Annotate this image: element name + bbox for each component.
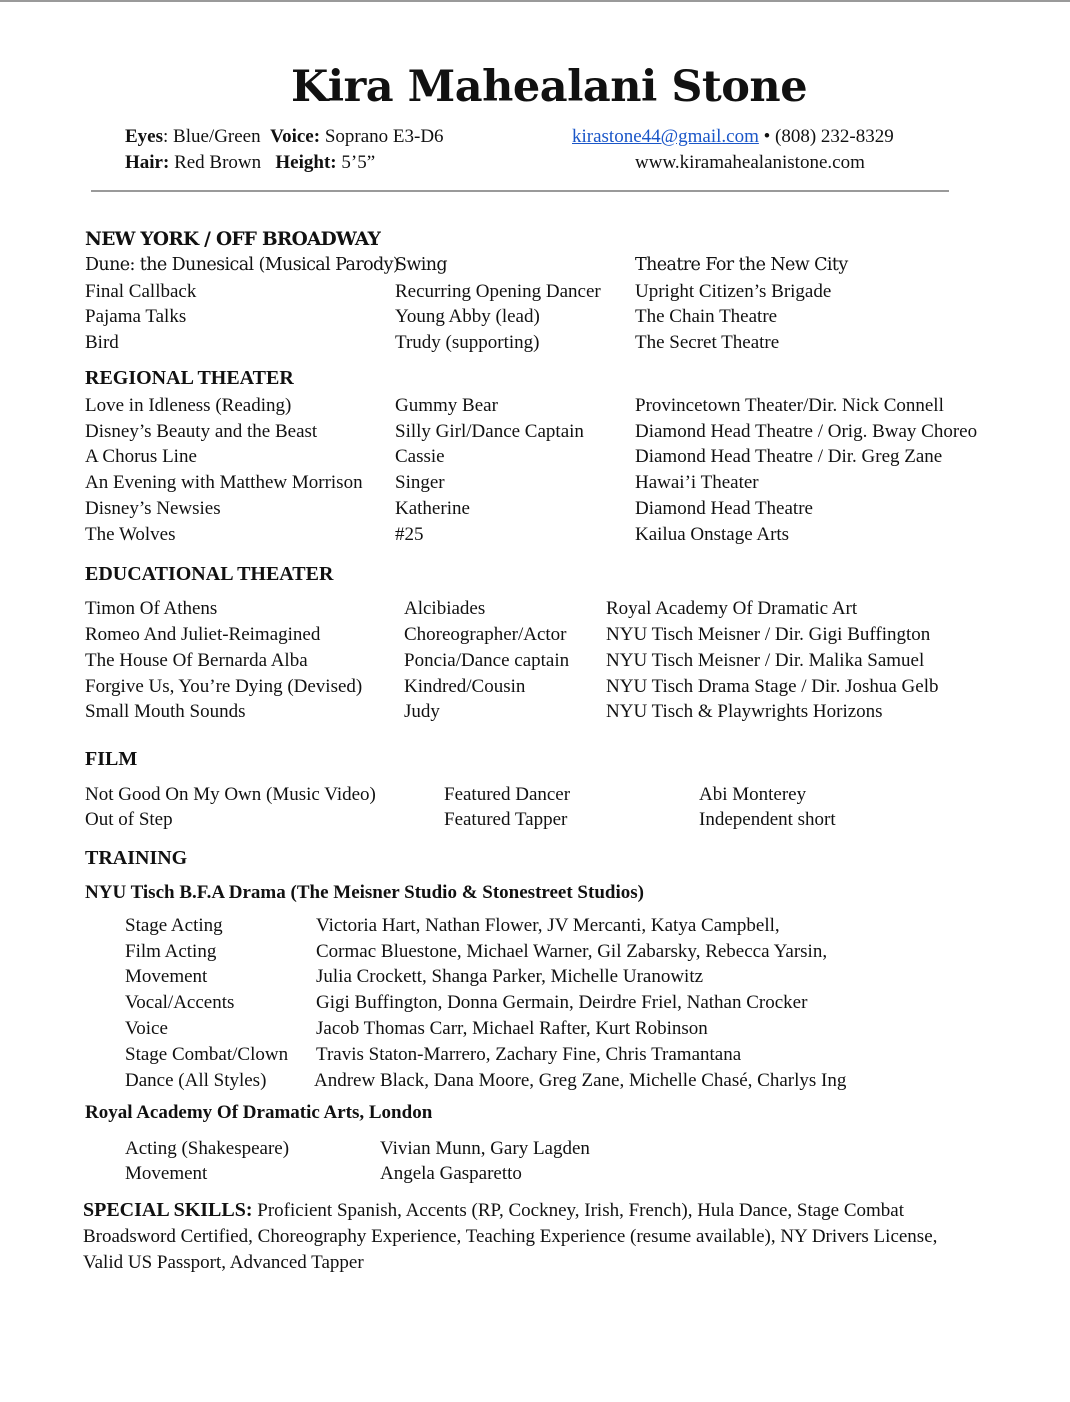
nyu-teachers-1: Victoria Hart, Nathan Flower, JV Mercanti, Katya Campbell, [316,915,780,936]
edu-role-4: Kindred/Cousin [404,676,526,697]
film-venue-2: Independent short [699,809,836,830]
regional-role-6: #25 [395,524,424,545]
edu-role-1: Alcibiades [404,598,486,619]
regional-show-3: A Chorus Line [85,446,197,467]
ny-show-4: Bird [85,332,119,353]
hair-value: Red Brown [169,152,262,173]
nyu-subject-2: Film Acting [125,941,217,962]
special-skills-text: Proficient Spanish, Accents (RP, Cockney, Irish, French), Hula Dance, Stage Combat Broadsword Certified, Choreography Experience, Teaching Experience (resume available), NY Drivers License, Valid US Passport, Advanced Tapper [83,1200,938,1273]
edu-venue-4: NYU Tisch Drama Stage / Dir. Joshua Gelb [606,676,939,697]
film-title-2: Out of Step [85,809,173,830]
contact-line [572,126,894,148]
nyu-teachers-5: Jacob Thomas Carr, Michael Rafter, Kurt Robinson [316,1018,708,1039]
ny-venue-2: Upright Citizen’s Brigade [635,281,832,302]
regional-show-1: Love in Idleness (Reading) [85,395,292,416]
eyes-voice-line [125,126,444,148]
nyu-teachers-4: Gigi Buffington, Donna Germain, Deirdre Friel, Nathan Crocker [316,992,808,1013]
section-title-educational: EDUCATIONAL THEATER [85,563,334,585]
edu-venue-5: NYU Tisch & Playwrights Horizons [606,701,883,722]
special-skills-label: SPECIAL SKILLS: [83,1199,253,1221]
ny-show-3: Pajama Talks [85,306,187,327]
edu-role-2: Choreographer/Actor [404,624,567,645]
ny-venue-4: The Secret Theatre [635,332,780,353]
regional-role-3: Cassie [395,446,445,467]
ny-venue-3: The Chain Theatre [635,306,778,327]
header-divider [91,190,949,192]
edu-show-1: Timon Of Athens [85,598,218,619]
nyu-subject-7: Dance (All Styles) [125,1070,267,1091]
regional-show-2: Disney’s Beauty and the Beast [85,421,318,442]
regional-venue-4: Hawai’i Theater [635,472,759,493]
section-title-film: FILM [85,748,138,770]
nyu-teachers-3: Julia Crockett, Shanga Parker, Michelle Uranowitz [316,966,704,987]
regional-show-6: The Wolves [85,524,176,545]
eyes-label: Eyes [125,126,163,147]
voice-label: Voice: [270,126,321,147]
special-skills [83,1197,943,1276]
email-link[interactable]: kirastone44@gmail.com [572,126,759,147]
regional-venue-2: Diamond Head Theatre / Orig. Bway Choreo [635,421,978,442]
nyu-subject-3: Movement [125,966,208,987]
eyes-value: : Blue/Green [163,126,261,147]
rada-teachers-1: Vivian Munn, Gary Lagden [380,1138,590,1159]
phone-number: • (808) 232-8329 [758,126,894,147]
hair-label: Hair: [125,152,170,173]
rada-subject-1: Acting (Shakespeare) [125,1138,290,1159]
edu-show-2: Romeo And Juliet-Reimagined [85,624,321,645]
section-title-training: TRAINING [85,847,188,869]
regional-show-4: An Evening with Matthew Morrison [85,472,363,493]
edu-role-3: Poncia/Dance captain [404,650,570,671]
ny-show-1: Dune: the Dunesical (Musical Parody) [85,255,400,275]
edu-venue-1: Royal Academy Of Dramatic Art [606,598,858,619]
regional-venue-1: Provincetown Theater/Dir. Nick Connell [635,395,944,416]
edu-venue-2: NYU Tisch Meisner / Dir. Gigi Buffington [606,624,931,645]
ny-venue-1: Theatre For the New City [635,255,848,275]
nyu-teachers-7: Andrew Black, Dana Moore, Greg Zane, Michelle Chasé, Charlys Ing [314,1070,847,1091]
ny-role-3: Young Abby (lead) [395,306,540,327]
voice-value: Soprano E3-D6 [320,126,444,147]
height-label: Height: [275,152,337,173]
film-title-1: Not Good On My Own (Music Video) [85,784,376,805]
height-value: 5’5” [336,152,376,173]
section-title-regional: REGIONAL THEATER [85,367,294,389]
regional-show-5: Disney’s Newsies [85,498,221,519]
nyu-teachers-6: Travis Staton-Marrero, Zachary Fine, Chris Tramantana [316,1044,742,1065]
resume-name: Kira Mahealani Stone [290,62,808,112]
edu-role-5: Judy [404,701,440,722]
ny-role-1: Swing [395,255,448,275]
section-title-ny: NEW YORK / OFF BROADWAY [85,229,381,250]
page-top-border [0,0,1070,2]
film-venue-1: Abi Monterey [699,784,807,805]
film-role-2: Featured Tapper [444,809,568,830]
regional-venue-3: Diamond Head Theatre / Dir. Greg Zane [635,446,943,467]
training-rada-title: Royal Academy Of Dramatic Arts, London [85,1102,433,1123]
nyu-subject-5: Voice [125,1018,168,1039]
ny-role-4: Trudy (supporting) [395,332,540,353]
ny-role-2: Recurring Opening Dancer [395,281,601,302]
nyu-subject-1: Stage Acting [125,915,223,936]
nyu-teachers-2: Cormac Bluestone, Michael Warner, Gil Zabarsky, Rebecca Yarsin, [316,941,828,962]
edu-show-3: The House Of Bernarda Alba [85,650,308,671]
nyu-subject-4: Vocal/Accents [125,992,235,1013]
regional-role-2: Silly Girl/Dance Captain [395,421,584,442]
ny-show-2: Final Callback [85,281,197,302]
rada-subject-2: Movement [125,1163,208,1184]
website-text: www.kiramahealanistone.com [635,152,865,173]
rada-teachers-2: Angela Gasparetto [380,1163,522,1184]
training-nyu-title: NYU Tisch B.F.A Drama (The Meisner Studio & Stonestreet Studios) [85,882,644,903]
nyu-subject-6: Stage Combat/Clown [125,1044,289,1065]
edu-show-4: Forgive Us, You’re Dying (Devised) [85,676,363,697]
regional-role-4: Singer [395,472,445,493]
edu-venue-3: NYU Tisch Meisner / Dir. Malika Samuel [606,650,925,671]
regional-venue-6: Kailua Onstage Arts [635,524,790,545]
film-role-1: Featured Dancer [444,784,571,805]
hair-height-line [125,152,375,174]
regional-role-5: Katherine [395,498,470,519]
edu-show-5: Small Mouth Sounds [85,701,246,722]
regional-venue-5: Diamond Head Theatre [635,498,813,519]
regional-role-1: Gummy Bear [395,395,498,416]
